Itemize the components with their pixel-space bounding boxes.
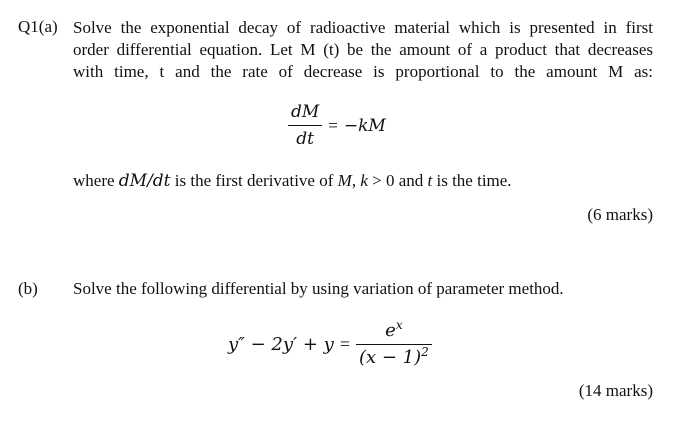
fraction-denominator: dt <box>296 129 314 149</box>
where-derivative: dM/dt <box>118 171 171 191</box>
ode-lhs: y″ − 2y′ + y <box>228 334 334 355</box>
fraction-numerator: dM <box>291 102 320 122</box>
marks-a: (6 marks) <box>587 205 653 224</box>
intro-line-3: with time, t and the rate of decrease is proportional to the amount M as: <box>73 62 653 81</box>
marks-b: (14 marks) <box>578 381 653 400</box>
where-text-3: , <box>351 171 361 190</box>
numerator-exponent: x <box>395 318 403 332</box>
ode-equation <box>228 320 432 369</box>
where-k: k <box>360 171 368 190</box>
where-text-2: is the first derivative of <box>170 171 338 190</box>
question-a-intro <box>73 17 653 83</box>
intro-line-1: Solve the exponential decay of radioactive material which is presented in first <box>73 18 653 37</box>
numerator-base: e <box>385 320 396 341</box>
question-label-a: Q1(a) <box>18 17 58 36</box>
fraction-bar <box>288 125 322 126</box>
intro-line-2: order differential equation. Let M (t) be the amount of a product that decreases <box>73 40 653 59</box>
equals-sign: = <box>328 115 338 135</box>
ode-equals-sign: = <box>339 334 350 354</box>
where-t: t <box>427 171 433 190</box>
where-text-5: is the time. <box>432 171 512 190</box>
decay-equation <box>288 101 386 150</box>
where-m: M <box>337 171 352 190</box>
where-text-1: where <box>73 171 119 190</box>
where-statement <box>73 171 512 191</box>
question-b-text: Solve the following differential by using variation of parameter method. <box>73 279 564 298</box>
ode-rhs-fraction <box>356 320 432 369</box>
derivative-fraction <box>288 101 322 150</box>
denominator-base: (x − 1) <box>358 347 422 368</box>
ode-denominator <box>356 347 432 369</box>
question-label-b: (b) <box>18 279 38 298</box>
denominator-exponent: 2 <box>421 345 429 359</box>
ode-numerator <box>382 320 405 342</box>
where-text-4: > 0 and <box>367 171 428 190</box>
equation-rhs: −kM <box>343 115 386 136</box>
